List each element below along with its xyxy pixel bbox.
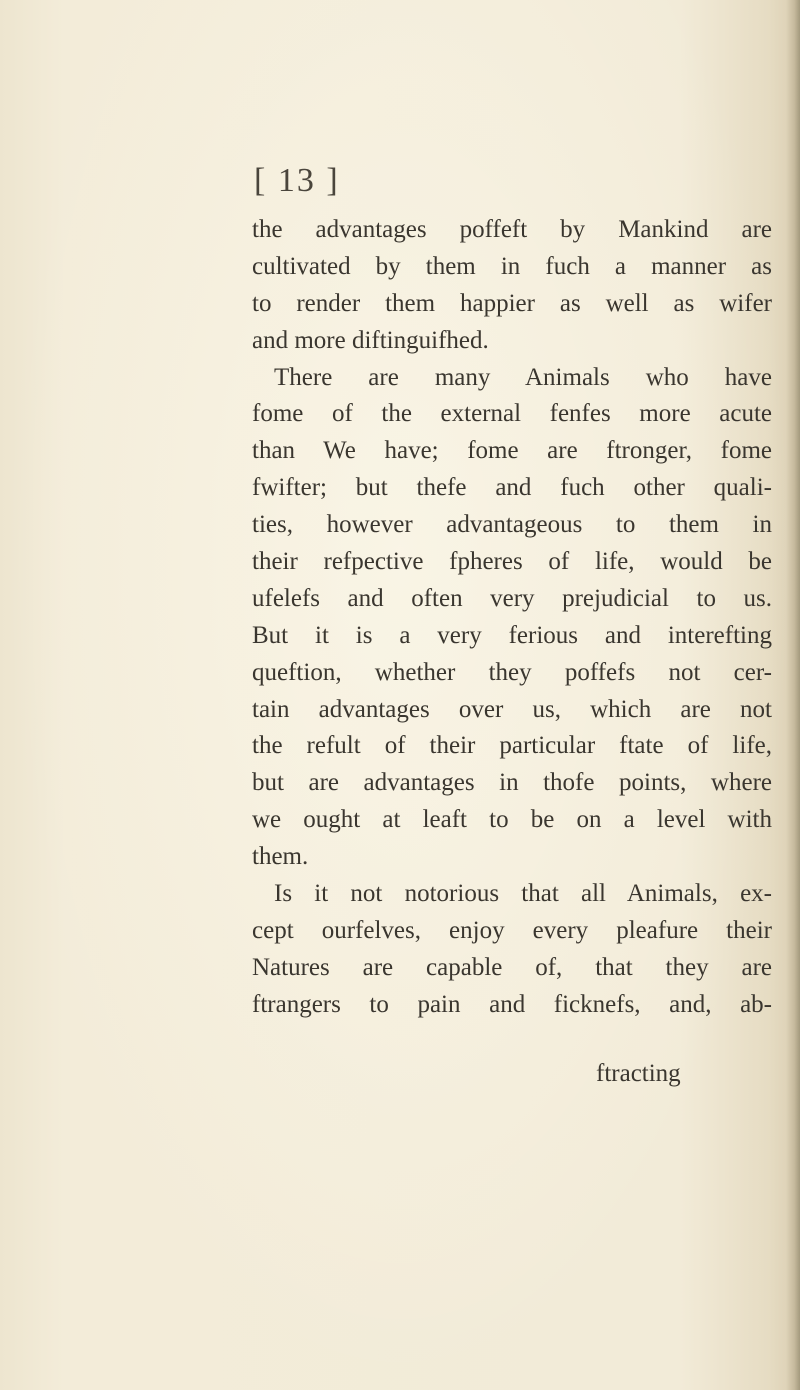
text-line: queftion, whether they poffefs not cer- bbox=[252, 658, 772, 686]
binding-shadow bbox=[786, 0, 800, 1390]
text-line: them. bbox=[252, 843, 309, 871]
body-text bbox=[252, 212, 772, 1024]
text-line: ftrangers to pain and ficknefs, and, ab- bbox=[252, 990, 772, 1018]
text-line: fome of the external fenfes more acute bbox=[252, 400, 772, 428]
text-line: and more diftinguifhed. bbox=[252, 326, 489, 354]
text-line: the refult of their particular ftate of life, bbox=[252, 732, 772, 760]
text-line: ufelefs and often very prejudicial to us. bbox=[252, 584, 772, 612]
text-line: cultivated by them in fuch a manner as bbox=[252, 252, 772, 280]
catchword: ftracting bbox=[596, 1060, 681, 1087]
text-line: ties, however advantageous to them in bbox=[252, 511, 772, 539]
text-line: Is it not notorious that all Animals, ex- bbox=[274, 880, 772, 908]
text-line: There are many Animals who have bbox=[274, 363, 772, 391]
text-line: but are advantages in thofe points, where bbox=[252, 769, 772, 797]
page-number: [ 13 ] bbox=[254, 162, 340, 199]
text-line: their refpective fpheres of life, would be bbox=[252, 548, 772, 576]
text-line: tain advantages over us, which are not bbox=[252, 695, 772, 723]
text-line: fwifter; but thefe and fuch other quali- bbox=[252, 474, 772, 502]
text-line: But it is a very ferious and interefting bbox=[252, 621, 772, 649]
text-line: cept ourfelves, enjoy every pleafure their bbox=[252, 916, 772, 944]
text-line: the advantages poffeft by Mankind are bbox=[252, 216, 772, 243]
text-line: Natures are capable of, that they are bbox=[252, 953, 772, 981]
text-line: we ought at leaft to be on a level with bbox=[252, 806, 772, 834]
text-line: to render them happier as well as wifer bbox=[252, 289, 772, 317]
text-line: than We have; fome are ftronger, fome bbox=[252, 437, 772, 465]
